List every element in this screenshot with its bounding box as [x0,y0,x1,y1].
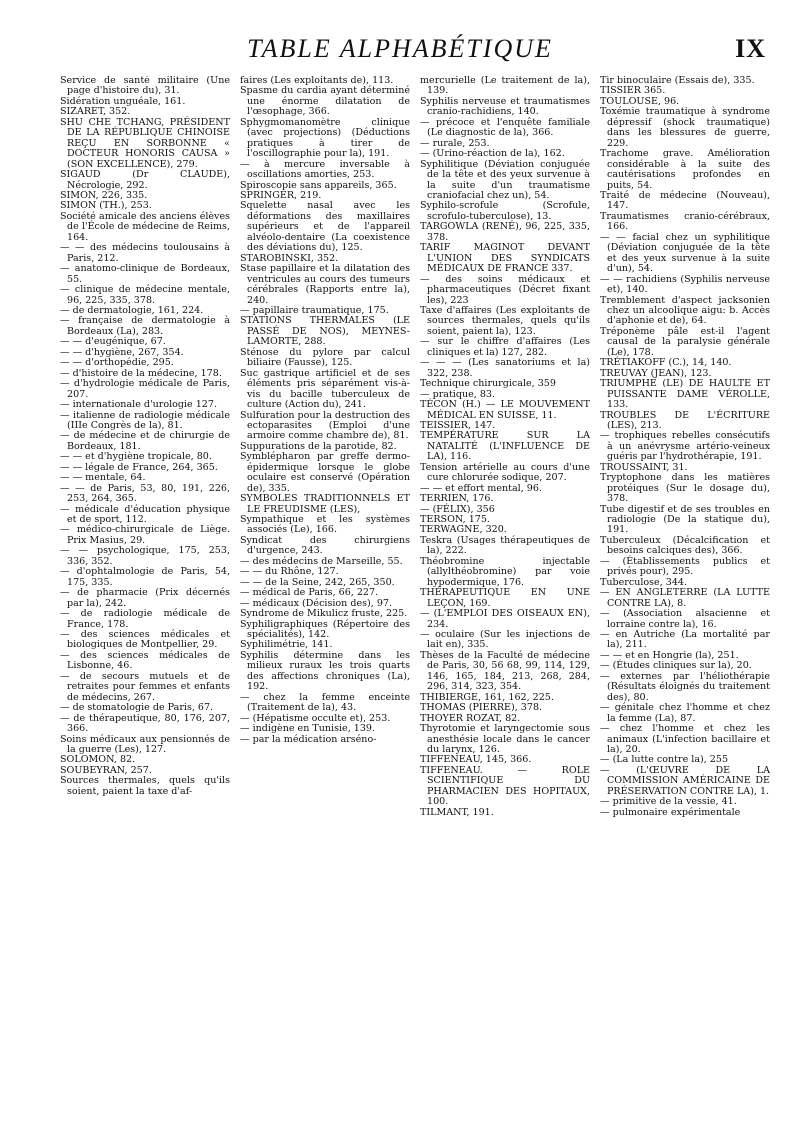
index-entry: Syndicat des chirurgiens d'urgence, 243. [240,534,410,557]
index-entry: — (La lutte contre la), 255 [600,754,729,766]
index-entry: TIFFENEAU. — ROLE SCIENTIFIQUE DU PHARMACIEN DES HOPITAUX, 100. [420,764,590,808]
index-entry: Tube digestif et de ses troubles en radiologie (De la statique du), 191. [600,503,770,536]
index-entry: Tréponème pâle est-il l'agent causal de la paralysie générale (Le), 178. [600,325,770,358]
index-entry: — sur le chiffre d'affaires (Les cliniques et la) 127, 282. [420,336,590,358]
index-entry: — rurale, 253. [420,137,490,149]
index-entry: — médical de Paris, 66, 227. [240,587,379,599]
index-entry: TÉCON (H.) — LE MOUVEMENT MÉDICAL EN SUISSE, 11. [420,399,590,421]
index-entry: Stase papillaire et la dilatation des ventricules au cours des tumeurs cérébrales (Rapports entre la), 240. [240,263,410,306]
index-entry: — des sciences médicales et biologiques de Montpellier, 29. [60,629,230,651]
index-entry: Société amicale des anciens élèves de l'École de médecine de Reims, 164. [60,210,230,243]
index-entry: TERWAGNE, 320. [420,524,507,536]
index-entry: faires (Les exploitants de), 113. [240,76,394,86]
index-entry: — à mercure inversable à oscillations amorties, 253. [240,158,410,181]
index-entry: THOYER ROZAT, 82. [420,712,521,724]
page-header [0,34,800,74]
index-entry: — des soins médicaux et pharmaceutiques (Décret fixant les), 223 [420,273,590,306]
index-entry: Syphilo-scrofule (Scrofule, scrofulo-tuberculose), 13. [420,200,590,222]
index-entry: — — d'eugénique, 67. [60,336,166,348]
index-entry: — externes par l'héliothérapie (Résultats éloignés du traitement des), 80. [600,670,770,703]
index-entry: Tension artérielle au cours d'une cure chlorurée sodique, 207. [420,461,590,484]
index-entry: TERRIEN, 176. [420,493,494,505]
index-entry: — médico-chirurgicale de Liège. Prix Masius, 29. [60,524,230,546]
index-entry: — française de dermatologie à Bordeaux (La), 283. [60,315,230,337]
index-entry: — — mentale, 64. [60,472,146,484]
index-entry: TARGOWLA (RENÉ), 96, 225, 335, 378. [420,221,590,243]
index-entry: — EN ANGLETERRE (LA LUTTE CONTRE LA), 8. [600,587,770,609]
index-entry: SIGAUD (Dr CLAUDE), Nécrologie, 292. [60,169,230,191]
index-entry: — de radiologie médicale de France, 178. [60,608,230,630]
index-entry: SOUBEYRAN, 257. [60,764,152,776]
index-entry: STATIONS THERMALES (LE PASSÉ DE NOS), MEYNES-LAMORTE, 288. [240,315,410,348]
index-entry: TILMANT, 191. [420,806,494,818]
index-entry: Traité de médecine (Nouveau), 147. [600,189,770,212]
index-entry: — (L'ŒUVRE DE LA COMMISSION AMÉRICAINE DE PRÉSERVATION CONTRE LA), 1. [600,764,770,797]
index-entry: — — et en Hongrie (la), 251. [600,649,739,661]
index-entry: — — et d'hygiène tropicale, 80. [60,451,212,463]
index-entry: THOMAS (PIERRE), 378. [420,702,543,714]
index-entry: — — de la Seine, 242, 265, 350. [240,576,395,588]
index-entry: TIFFENEAU, 145, 366. [420,754,532,766]
index-entry: Syphilitique (Déviation conjuguée de la tête et des yeux survenue à la suite d'un traumatisme craniofacial chez un), 54. [420,158,590,201]
index-entry: — de secours mutuels et de retraites pour femmes et enfants de médecins, 267. [60,670,230,703]
index-entry: Soins médicaux aux pensionnés de la guerre (Les), 127. [60,733,230,755]
index-entry: Service de santé militaire (Une page d'histoire du), 31. [60,76,230,97]
index-entry: STAROBINSKI, 352. [240,252,339,264]
index-entry: — — d'orthopédie, 295. [60,357,174,369]
index-entry: — en Autriche (La mortalité par la), 211. [600,629,770,651]
index-entry: TROUBLES DE L'ÉCRITURE (LES), 213. [600,409,770,431]
index-entry: — primitive de la vessie, 41. [600,796,737,808]
index-entry: — (Établissements publics et privés pour), 295. [600,555,770,578]
index-entry: — de pharmacie (Prix décernés par la), 242. [60,587,230,609]
index-entry: — par la médication arséno- [240,733,377,745]
index-entry: — (Association alsacienne et lorraine contre la), 16. [600,608,770,630]
index-entry: — — des médecins toulousains à Paris, 212. [60,242,230,264]
index-entry: — — rachidiens (Syphilis nerveuse et), 140. [600,273,770,296]
index-entry: — chez la femme enceinte (Traitement de la), 43. [240,691,410,714]
page-number: IX [735,34,766,63]
index-entry: SIMON, 226, 335. [60,189,148,201]
index-entry: — pratique, 83. [420,388,495,400]
index-entry: — d'ophtalmologie de Paris, 54, 175, 335. [60,566,230,588]
index-entry: — chez l'homme et chez les animaux (L'infection bacillaire et la), 20. [600,723,770,755]
index-entry: TEMPÉRATURE SUR LA NATALITÉ (L'INFLUENCE DE LA), 116. [420,430,590,463]
index-entry: — génitale chez l'homme et chez la femme (La), 87. [600,702,770,724]
index-entry: — oculaire (Sur les injections de lait en), 335. [420,629,590,651]
index-entry: — de médecine et de chirurgie de Bordeaux, 181. [60,430,230,452]
index-entry: Tremblement d'aspect jacksonien chez un alcoolique aigu: b. Accès d'aphonie et de), 64. [600,294,770,327]
index-entry: SPRINGER, 219. [240,189,322,201]
index-entry: TEISSIER, 147. [420,419,496,431]
index-entry: — — de Paris, 53, 80, 191, 226, 253, 264, 365. [60,482,230,505]
index-entry: TREUVAY (JEAN), 123. [600,367,712,379]
index-entry: — internationale d'urologie 127. [60,399,217,411]
index-entry: — (Urino-réaction de la), 162. [420,148,565,160]
index-entry: — anatomo-clinique de Bordeaux, 55. [60,263,230,285]
index-column-2 [240,76,410,1136]
index-entry: Spasme du cardia ayant déterminé une énorme dilatation de l'œsophage, 366. [240,85,410,118]
page-title: TABLE ALPHABÉTIQUE [247,34,553,63]
index-entry: — médicale d'éducation physique et de sport, 112. [60,503,230,526]
index-entry: TARIF MAGINOT DEVANT L'UNION DES SYNDICATS MÉDICAUX DE FRANCE 337. [420,242,590,275]
index-entry: Symblépharon par greffe dermo-épidermique lorsque le globe oculaire est conservé (Opération de), 335. [240,451,410,494]
index-entry: Syphilis nerveuse et traumatismes cranio-rachidiens, 140. [420,95,590,118]
index-entry: — — psychologique, 175, 253, 336, 352. [60,545,230,567]
index-entry: Thyrotomie et laryngectomie sous anesthésie locale dans le cancer du larynx, 126. [420,723,590,755]
index-entry: SOLOMON, 82. [60,754,136,766]
index-entry: Suc gastrique artificiel et de ses éléments pris séparément vis-à-vis du bacille tuberculeux de culture (Action du), 241. [240,367,410,411]
index-entry: SHU CHE TCHANG, PRÉSIDENT DE LA RÉPUBLIQUE CHINOISE REÇU EN SORBONNE « DOCTEUR HONORIS CAUSA » (SON EXCELLENCE), 279. [60,116,230,170]
index-entry: Squelette nasal avec les déformations des maxillaires supérieurs et de l'appareil alvéolo-dentaire (La coexistence des déviations du), 125. [240,200,410,254]
index-entry: — trophiques rebelles consécutifs à un anévrysme artério-veineux guéris par l'hydrothérapie, 191. [600,430,770,463]
index-entry: Tir binoculaire (Essais de), 335. [600,76,755,86]
index-entry: — de stomatologie de Paris, 67. [60,702,214,714]
index-entry: Tuberculeux (Décalcification et besoins calciques des), 366. [600,534,770,557]
index-entry: Théobromine injectable (allylthéobromine) par voie hypodermique, 176. [420,555,590,588]
index-entry: — italienne de radiologie médicale (IIIe Congrès de la), 81. [60,409,230,431]
index-entry: — — du Rhône, 127. [240,566,339,578]
index-entry: — (Hépatisme occulte et), 253. [240,712,391,724]
index-entry: Technique chirurgicale, 359 [420,378,556,390]
index-column-3 [420,76,590,1136]
index-entry: SYMBOLES TRADITIONNELS ET LE FREUDISME (LES), [240,493,410,515]
index-entry: mercurielle (Le traitement de la), 139. [420,76,590,97]
index-entry: SIZARET, 352. [60,106,131,118]
index-entry: Trachome grave. Amélioration considérable à la suite des cautérisations profondes en puits, 54. [600,148,770,191]
index-entry: TROUSSAINT, 31. [600,461,688,473]
index-columns [60,76,780,1136]
index-entry: — — et effort mental, 96. [420,482,542,494]
index-entry: Suppurations de la parotide, 82. [240,440,397,452]
index-entry: Sources thermales, quels qu'ils soient, paient la taxe d'af- [60,775,230,797]
index-entry: Tryptophone dans les matières protéiques (Sur le dosage du), 378. [600,472,770,505]
index-entry: — — facial chez un syphilitique (Déviation conjuguée de la tête et des yeux survenue à la suite d'un), 54. [600,231,770,275]
index-entry: — pulmonaire expérimentale [600,806,741,818]
index-entry: TRÉTIAKOFF (C.), 14, 140. [600,357,732,369]
index-entry: — (L'EMPLOI DES OISEAUX EN), 234. [420,608,590,630]
index-entry: Tuberculose, 344. [600,576,688,588]
index-entry: Syphiligraphiques (Répertoire des spécialités), 142. [240,618,410,641]
index-entry: Syphilimétrie, 141. [240,639,333,651]
index-entry: Sulfuration pour la destruction des ectoparasites (Emploi d'une armoire comme chambre de), 81. [240,409,410,442]
index-entry: Thèses de la Faculté de médecine de Paris, 30, 56 68, 99, 114, 129, 146, 165, 184, 213, 268, 284, 296, 314, 323, 354. [420,649,590,693]
index-entry: Sidération unguéale, 161. [60,95,186,107]
index-entry: — d'hydrologie médicale de Paris, 207. [60,378,230,400]
index-column-1 [60,76,230,1136]
index-entry: Toxémie traumatique à syndrome dépressif (shock traumatique) dans les blessures de guerre, 229. [600,106,770,149]
index-entry: Spiroscopie sans appareils, 365. [240,179,397,191]
index-entry: Sphygmomanomètre clinique (avec projections) (Déductions pratiques à tirer de l'oscillographie pour la), 191. [240,116,410,160]
index-entry: TERSON, 175. [420,514,490,526]
index-column-4 [600,76,770,1136]
index-entry: — médicaux (Décision des), 97. [240,597,393,609]
index-entry: — — — (Les sanatoriums et la) 322, 238. [420,357,590,379]
index-entry: Syndrome de Mikulicz fruste, 225. [240,608,408,620]
index-entry: Sténose du pylore par calcul biliaire (Fausse), 125. [240,346,410,369]
index-entry: TISSIER 365. [600,85,666,97]
index-entry: — de dermatologie, 161, 224. [60,304,204,316]
index-entry: — — d'hygiène, 267, 354. [60,346,184,358]
index-entry: — clinique de médecine mentale, 96, 225, 335, 378. [60,284,230,306]
index-entry: — indigène en Tunisie, 139. [240,723,376,735]
index-entry: — de thérapeutique, 80, 176, 207, 366. [60,712,230,735]
index-entry: TRIUMPHE (LE) DE HAULTE ET PUISSANTE DAME VÉROLLE, 133. [600,378,770,411]
index-entry: — des sciences médicales de Lisbonne, 46. [60,649,230,672]
index-entry: — papillaire traumatique, 175. [240,304,389,316]
index-entry: TOULOUSE, 96. [600,95,680,107]
index-entry: — des médecins de Marseille, 55. [240,555,403,567]
index-entry: Taxe d'affaires (Les exploitants de sources thermales, quels qu'ils soient, paient la), 123. [420,304,590,337]
index-entry: — (Études cliniques sur la), 20. [600,660,752,672]
index-entry: Sympathique et les systèmes associés (Le), 166. [240,514,410,536]
index-entry: THIBIERGE, 161, 162, 225. [420,691,554,703]
index-entry: Syphilis détermine dans les milieux ruraux les trois quarts des affections chroniques (La), 192. [240,649,410,693]
index-entry: Teskra (Usages thérapeutiques de la), 222. [420,534,590,557]
index-entry: — précoce et l'enquête familiale (Le diagnostic de la), 366. [420,116,590,139]
index-entry: — (FÉLIX), 356 [420,503,495,515]
index-entry: Traumatismes cranio-cérébraux, 166. [600,210,770,233]
index-entry: — d'histoire de la médecine, 178. [60,367,222,379]
index-entry: — — légale de France, 264, 365. [60,461,218,473]
index-entry: THÉRAPEUTIQUE EN UNE LEÇON, 169. [420,587,590,609]
index-entry: SIMON (TH.), 253. [60,200,152,212]
